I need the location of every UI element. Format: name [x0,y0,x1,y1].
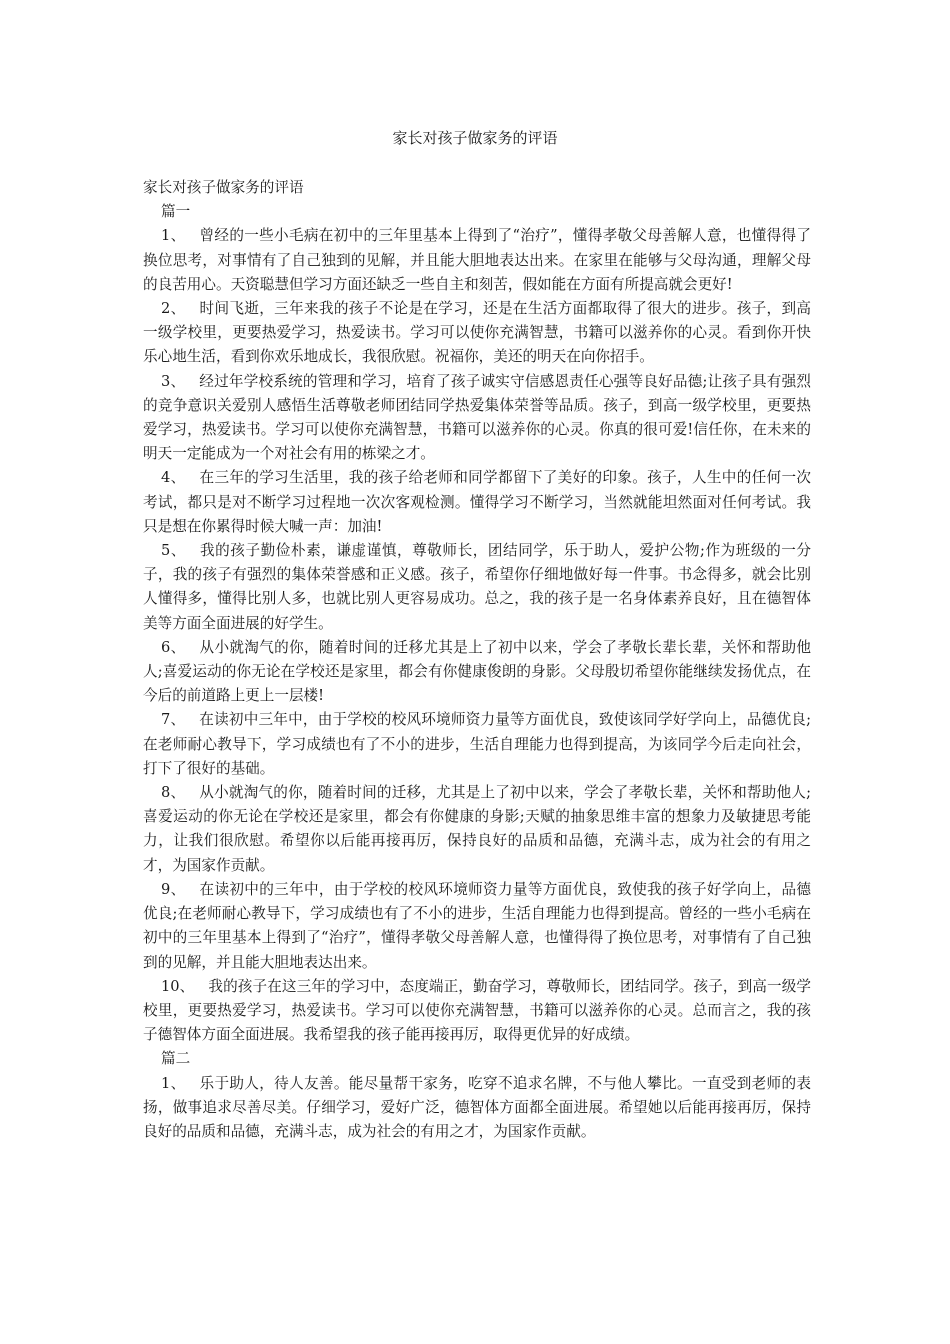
item-number: 2、 [161,300,186,318]
item-number: 5、 [161,542,186,560]
comment-item-7 [143,708,811,781]
item-number: 8、 [161,784,186,802]
item-text: 在三年的学习生活里，我的孩子给老师和同学都留下了美好的印象。孩子，人生中的任何一次考试，都只是对不断学习过程地一次次客观检测。懂得学习不断学习，当然就能坦然面对任何考试。我只是想在你累得时候大喊一声：加油! [143,469,811,535]
comment-item-4 [143,466,811,539]
item-text: 我的孩子在这三年的学习中，态度端正，勤奋学习，尊敬师长，团结同学。孩子，到高一级学校里，更要热爱学习，热爱读书。学习可以使你充满智慧，书籍可以滋养你的心灵。总而言之，我的孩子德智体方面全面进展。我希望我的孩子能再接再厉，取得更优异的好成绩。 [143,977,811,1044]
item-number: 1、 [161,1074,186,1092]
item-number: 9、 [161,880,186,898]
item-text: 从小就淘气的你，随着时间的迁移，尤其是上了初中以来，学会了孝敬长辈，关怀和帮助他人;喜爱运动的你无论在学校还是家里，都会有你健康的身影;天赋的抽象思维丰富的想象力及敏捷思考能力，让我们很欣慰。希望你以后能再接再厉，保持良好的品质和品德，充满斗志，成为社会的有用之才，为国家作贡献。 [143,784,811,874]
comment-item-3 [143,370,811,467]
comment-item-1 [143,224,811,297]
item-text: 经过年学校系统的管理和学习，培育了孩子诚实守信感恩责任心强等良好品德;让孩子具有强烈的竞争意识关爱别人感悟生活尊敬老师团结同学热爱集体荣誉等品质。孩子，到高一级学校里，更要热爱学习，热爱读书。学习可以使你充满智慧，书籍可以滋养你的心灵。你真的很可爱!信任你，在未来的明天一定能成为一个对社会有用的栋梁之才。 [143,372,811,463]
item-text: 在读初中三年中，由于学校的校风环境师资力量等方面优良，致使该同学好学向上，品德优良;在老师耐心教导下，学习成绩也有了不小的进步，生活自理能力也得到提高，为该同学今后走向社会，打下了很好的基础。 [143,711,811,777]
item-text: 从小就淘气的你，随着时间的迁移尤其是上了初中以来，学会了孝敬长辈长辈，关怀和帮助他人;喜爱运动的你无论在学校还是家里，都会有你健康俊朗的身影。父母殷切希望你能继续发扬优点，在今后的前道路上更上一层楼! [143,638,811,705]
item-text: 我的孩子勤俭朴素，谦虚谨慎，尊敬师长，团结同学，乐于助人，爱护公物;作为班级的一分子，我的孩子有强烈的集体荣誉感和正义感。孩子，希望你仔细地做好每一件事。书念得多，就会比别人懂得多，懂得比别人多，也就比别人更容易成功。总之，我的孩子是一名身体素养良好，且在德智体美等方面全面进展的好学生。 [143,542,811,632]
document-title: 家长对孩子做家务的评语 [392,129,558,147]
comment-item-1 [143,1072,811,1145]
document-heading: 家长对孩子做家务的评语 [143,179,304,196]
section-label: 篇二 [161,1050,191,1068]
section-label: 篇一 [161,203,191,221]
comment-item-8 [143,781,811,878]
item-text: 时间飞逝，三年来我的孩子不论是在学习，还是在生活方面都取得了很大的进步。孩子，到高一级学校里，更要热爱学习，热爱读书。学习可以使你充满智慧，书籍可以滋养你的心灵。看到你开快乐心地生活，看到你欢乐地成长，我很欣慰。祝福你，美还的明天在向你招手。 [143,300,811,366]
comment-item-10 [143,975,811,1048]
item-number: 4、 [161,469,186,487]
item-text: 曾经的一些小毛病在初中的三年里基本上得到了“治疗”，懂得孝敬父母善解人意，也懂得得了换位思考，对事情有了自己独到的见解，并且能大胆地表达出来。在家里在能够与父母沟通，理解父母的良苦用心。天资聪慧但学习方面还缺乏一些自主和刻苦，假如能在方面有所提高就会更好! [143,227,811,293]
item-number: 1、 [161,227,186,245]
item-number: 10、 [161,977,195,995]
comment-item-6 [143,636,811,709]
document-body [143,176,811,1144]
comment-item-9 [143,878,811,975]
item-number: 7、 [161,711,186,729]
item-text: 在读初中的三年中，由于学校的校风环境师资力量等方面优良，致使我的孩子好学向上，品德优良;在老师耐心教导下，学习成绩也有了不小的进步，生活自理能力也得到提高。曾经的一些小毛病在初中的三年里基本上得到了“治疗”，懂得孝敬父母善解人意，也懂得得了换位思考，对事情有了自己独到的见解，并且能大胆地表达出来。 [143,880,811,971]
item-number: 3、 [161,372,186,390]
item-number: 6、 [161,638,186,656]
comment-item-5 [143,539,811,636]
item-text: 乐于助人，待人友善。能尽量帮干家务，吃穿不追求名牌，不与他人攀比。一直受到老师的表扬，做事追求尽善尽美。仔细学习，爱好广泛，德智体方面都全面进展。希望她以后能再接再厉，保持良好的品质和品德，充满斗志，成为社会的有用之才，为国家作贡献。 [143,1074,811,1140]
comment-item-2 [143,297,811,370]
